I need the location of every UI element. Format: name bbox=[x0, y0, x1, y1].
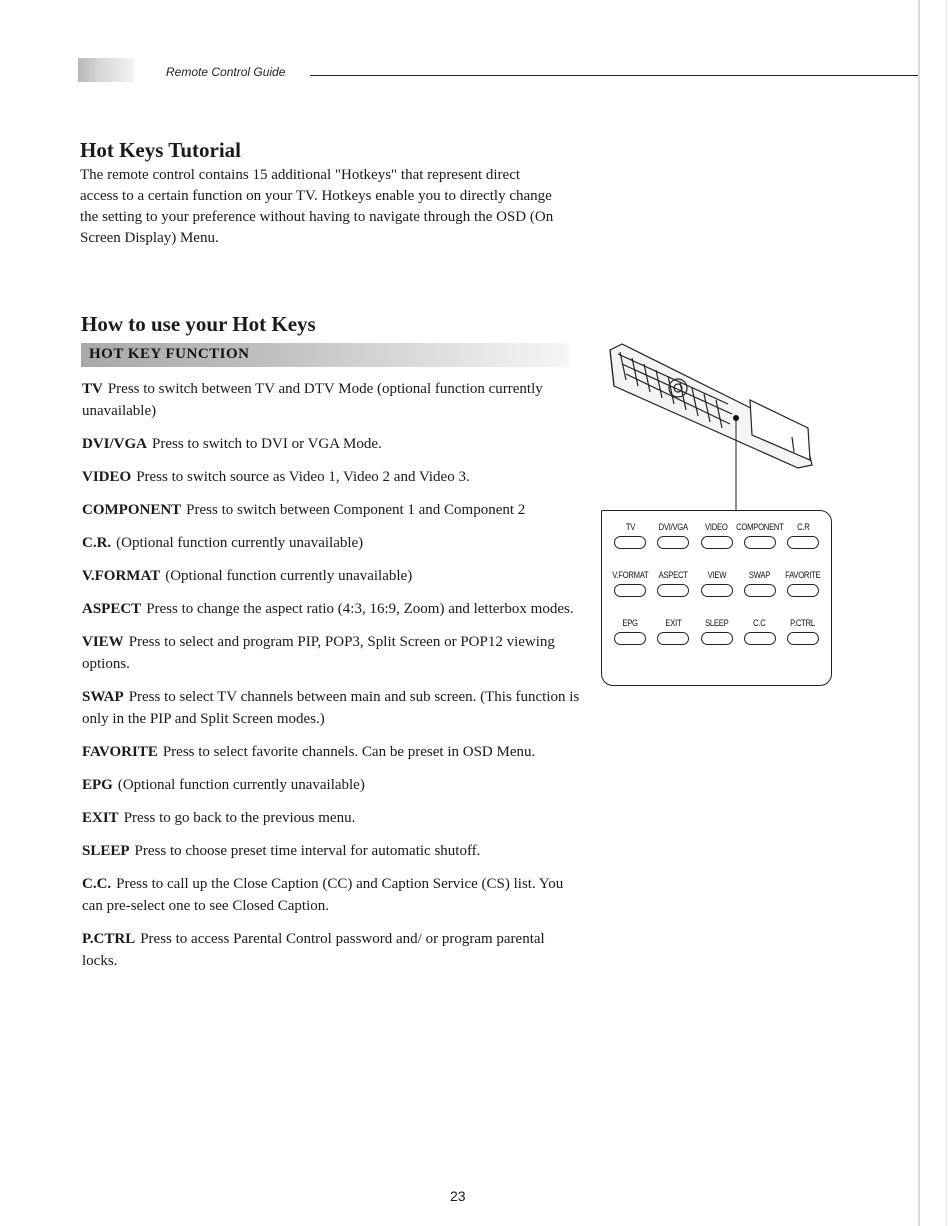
hotkey-entry bbox=[82, 378, 582, 422]
hotkey-cell bbox=[653, 617, 693, 665]
component-button[interactable] bbox=[744, 536, 776, 549]
cc-button[interactable] bbox=[744, 632, 776, 645]
hotkey-cell bbox=[610, 569, 650, 617]
hotkey-cell bbox=[740, 569, 780, 617]
exit-button[interactable] bbox=[657, 632, 689, 645]
swap-button[interactable] bbox=[744, 584, 776, 597]
hotkey-row bbox=[610, 569, 823, 617]
hotkey-label: V.FORMAT bbox=[611, 570, 649, 580]
intro-paragraph: The remote control contains 15 additional "Hotkeys" that represent direct access to a certain function on your TV. Hotkeys enable you to directly change the setting to your preference without having to navigate through the OSD (On Screen Display) Menu. bbox=[80, 167, 554, 246]
hotkey-cell bbox=[783, 521, 823, 569]
hotkey-desc: Press to select favorite channels. Can be preset in OSD Menu. bbox=[162, 744, 536, 760]
dvi-vga-button[interactable] bbox=[657, 536, 689, 549]
header-decoration bbox=[78, 58, 134, 82]
hotkey-cell bbox=[653, 521, 693, 569]
hotkey-desc: Press to switch to DVI or VGA Mode. bbox=[152, 436, 382, 452]
hotkey-cell bbox=[740, 617, 780, 665]
hotkey-entry bbox=[82, 774, 582, 796]
tv-button[interactable] bbox=[614, 536, 646, 549]
hotkey-name: COMPONENT bbox=[82, 502, 182, 518]
hotkey-desc: Press to choose preset time interval for automatic shutoff. bbox=[134, 843, 481, 859]
hotkey-entry bbox=[82, 631, 582, 675]
hotkey-entry bbox=[82, 499, 582, 521]
hotkey-entry bbox=[82, 840, 582, 862]
hotkey-function-bar bbox=[81, 343, 569, 367]
hotkey-name: VIDEO bbox=[82, 469, 132, 485]
hotkey-row bbox=[610, 617, 823, 665]
hotkey-name: C.C. bbox=[82, 876, 112, 892]
cr-button[interactable] bbox=[787, 536, 819, 549]
hotkey-label: C.R bbox=[796, 522, 810, 532]
hotkey-row bbox=[610, 521, 823, 569]
hotkey-label: COMPONENT bbox=[736, 522, 784, 532]
hotkey-label: ASPECT bbox=[658, 570, 688, 580]
hotkey-label: VIEW bbox=[707, 570, 726, 580]
hotkey-entry bbox=[82, 873, 582, 917]
hotkey-name: SLEEP bbox=[82, 843, 130, 859]
hotkey-entry bbox=[82, 532, 582, 554]
hotkey-name: SWAP bbox=[82, 689, 124, 705]
hotkey-cell bbox=[697, 521, 737, 569]
vformat-button[interactable] bbox=[614, 584, 646, 597]
hotkey-name: ASPECT bbox=[82, 601, 142, 617]
hotkey-name: EPG bbox=[82, 777, 113, 793]
hotkey-name: DVI/VGA bbox=[82, 436, 148, 452]
hotkey-desc: (Optional function currently unavailable) bbox=[165, 568, 413, 584]
hotkey-desc: Press to select and program PIP, POP3, Split Screen or POP12 viewing options. bbox=[82, 634, 555, 672]
hotkey-description-list bbox=[82, 378, 582, 983]
hotkey-cell bbox=[697, 569, 737, 617]
hotkey-label: EXIT bbox=[665, 618, 682, 628]
hotkey-entry bbox=[82, 433, 582, 455]
page-edge-shadow bbox=[918, 0, 920, 1226]
favorite-button[interactable] bbox=[787, 584, 819, 597]
hotkey-cell bbox=[736, 521, 784, 569]
hotkey-desc: Press to access Parental Control password and/ or program parental locks. bbox=[82, 931, 545, 969]
hotkey-label: DVI/VGA bbox=[658, 522, 688, 532]
hotkey-name: VIEW bbox=[82, 634, 124, 650]
hotkey-desc: Press to change the aspect ratio (4:3, 16:9, Zoom) and letterbox modes. bbox=[146, 601, 574, 617]
hotkey-desc: Press to call up the Close Caption (CC) and Caption Service (CS) list. You can pre-select one to see Closed Caption. bbox=[82, 876, 564, 914]
hotkey-entry bbox=[82, 686, 582, 730]
hotkey-entry bbox=[82, 565, 582, 587]
page-number: 23 bbox=[450, 1188, 466, 1204]
hotkey-name: P.CTRL bbox=[82, 931, 136, 947]
remote-control-illustration bbox=[600, 340, 820, 510]
hotkey-panel bbox=[601, 510, 832, 686]
hotkey-label: C.C bbox=[753, 618, 766, 628]
hotkey-cell bbox=[783, 617, 823, 665]
hotkey-entry bbox=[82, 741, 582, 763]
hotkey-label: VIDEO bbox=[705, 522, 728, 532]
epg-button[interactable] bbox=[614, 632, 646, 645]
hotkey-label: FAVORITE bbox=[785, 570, 821, 580]
hotkey-cell bbox=[653, 569, 693, 617]
hotkey-name: EXIT bbox=[82, 810, 119, 826]
pctrl-button[interactable] bbox=[787, 632, 819, 645]
hotkey-name: FAVORITE bbox=[82, 744, 158, 760]
hotkey-desc: Press to switch source as Video 1, Video 2 and Video 3. bbox=[136, 469, 470, 485]
hotkey-grid bbox=[610, 521, 823, 665]
hotkey-desc: Press to go back to the previous menu. bbox=[123, 810, 356, 826]
hotkey-label: TV bbox=[625, 522, 635, 532]
hotkey-cell bbox=[697, 617, 737, 665]
hotkey-entry bbox=[82, 466, 582, 488]
hotkey-function-label: HOT KEY FUNCTION bbox=[89, 346, 250, 362]
hotkey-desc: (Optional function currently unavailable) bbox=[117, 777, 365, 793]
hotkey-name: TV bbox=[82, 381, 103, 397]
hotkey-label: P.CTRL bbox=[790, 618, 816, 628]
hotkey-desc: Press to select TV channels between main and sub screen. (This function is only in the PIP and Split Screen modes.) bbox=[82, 689, 580, 727]
hotkey-cell bbox=[783, 569, 823, 617]
video-button[interactable] bbox=[701, 536, 733, 549]
hotkey-entry bbox=[82, 928, 582, 972]
hotkey-name: V.FORMAT bbox=[82, 568, 161, 584]
hotkey-label: SLEEP bbox=[704, 618, 729, 628]
sleep-button[interactable] bbox=[701, 632, 733, 645]
hotkey-cell bbox=[610, 521, 650, 569]
hotkey-entry bbox=[82, 807, 582, 829]
view-button[interactable] bbox=[701, 584, 733, 597]
aspect-button[interactable] bbox=[657, 584, 689, 597]
page-edge-line bbox=[946, 0, 947, 1226]
section-heading-tutorial: Hot Keys Tutorial bbox=[80, 138, 242, 162]
hotkey-label: EPG bbox=[622, 618, 638, 628]
hotkey-name: C.R. bbox=[82, 535, 112, 551]
hotkey-cell bbox=[610, 617, 650, 665]
hotkey-desc: Press to switch between TV and DTV Mode (optional function currently unavailable) bbox=[82, 381, 543, 419]
hotkey-entry bbox=[82, 598, 582, 620]
hotkey-desc: (Optional function currently unavailable) bbox=[116, 535, 364, 551]
section-heading-howto: How to use your Hot Keys bbox=[81, 312, 316, 336]
hotkey-label: SWAP bbox=[749, 570, 771, 580]
hotkey-desc: Press to switch between Component 1 and Component 2 bbox=[186, 502, 526, 518]
running-header: Remote Control Guide bbox=[166, 65, 286, 79]
header-rule bbox=[310, 75, 918, 76]
